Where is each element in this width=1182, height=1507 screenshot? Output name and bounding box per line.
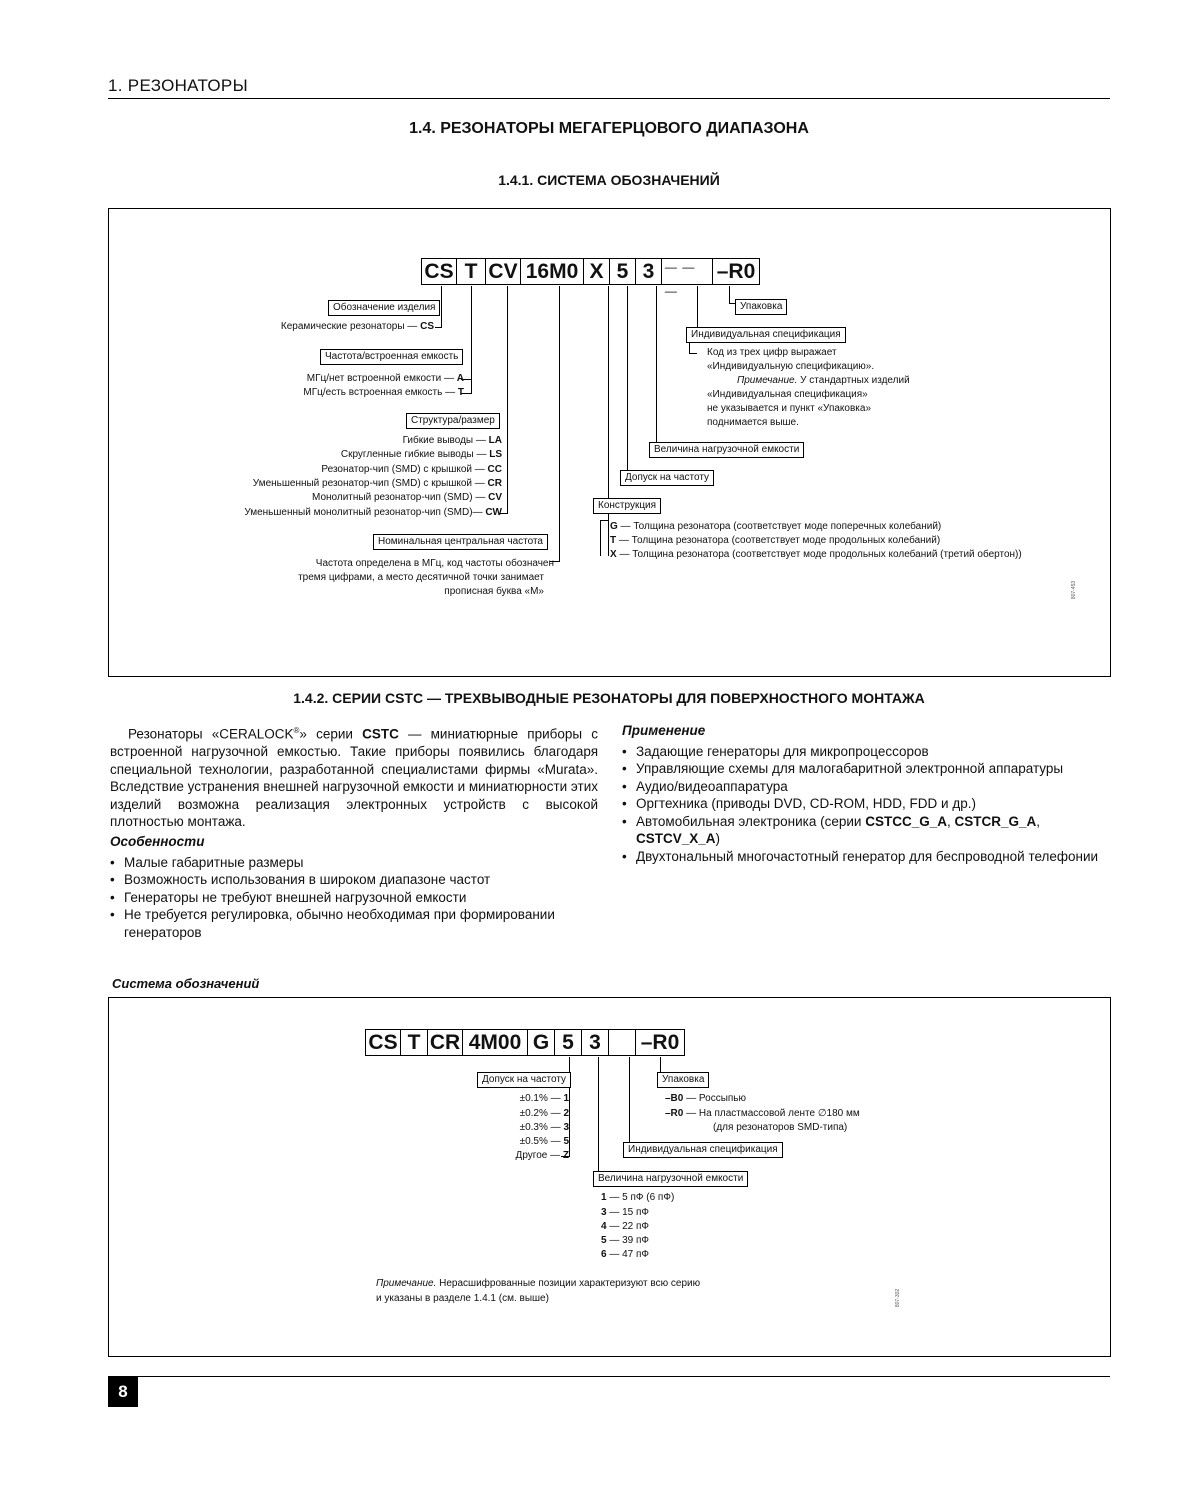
load-item: 5 — 39 пФ [601, 1235, 650, 1246]
struct-item: Монолитный резонатор-чип (SMD) — CV [312, 492, 502, 503]
subsection-title-1: 1.4.1. СИСТЕМА ОБОЗНАЧЕНИЙ [498, 172, 720, 188]
code-cell: T [456, 258, 486, 285]
tol-item: ±0.3% — 3 [519, 1122, 569, 1133]
freq-item: МГц/есть встроенная емкость — T [303, 387, 464, 398]
code-cell: 3 [635, 258, 662, 285]
load-item: 6 — 47 пФ [601, 1249, 650, 1260]
code-cell: 4M00 [462, 1029, 528, 1056]
tol-item: ±0.2% — 2 [519, 1108, 569, 1119]
code-cell: CV [485, 258, 521, 285]
spec-label: Индивидуальная спецификация [623, 1142, 783, 1158]
code-cell: –R0 [712, 258, 760, 285]
pack-item: –R0 — На пластмассовой ленте ∅180 мм [665, 1108, 860, 1119]
list-item: • Малые габаритные размеры [110, 854, 598, 872]
load-label: Величина нагрузочной емкости [593, 1171, 748, 1187]
top-rule [108, 98, 1110, 99]
figure-id: 807-453 [1071, 580, 1078, 600]
tol-item: ±0.5% — 5 [519, 1136, 569, 1147]
page-number: 8 [108, 1377, 138, 1407]
freq-label: Частота/встроенная емкость [320, 349, 463, 365]
struct-item: Резонатор-чип (SMD) с крышкой — CC [321, 464, 502, 475]
intro-paragraph: Резонаторы «CERALOCK®» серии CSTC — миниатюрные приборы с встроенной нагрузочной емкостью. Такие приборы появились благодаря специальной технологии, разработанной специалистами фирмы «Murata». Вследствие устранения внешней нагрузочной емкости и миниатюрности этих изделий возможна реализация электронных устройств с высокой плотностью монтажа. [110, 726, 598, 829]
constr-item: G — Толщина резонатора (соответствует моде поперечных колебаний) [610, 521, 942, 532]
code-cell: CR [427, 1029, 463, 1056]
nominal-desc: Частота определена в МГц, код частоты обозначен [315, 558, 554, 569]
code-cell: –R0 [635, 1029, 685, 1056]
tol-item: ±0.1% — 1 [519, 1093, 569, 1104]
subsection-title-2: 1.4.2. СЕРИИ CSTC — ТРЕХВЫВОДНЫЕ РЕЗОНАТОРЫ ДЛЯ ПОВЕРХНОСТНОГО МОНТАЖА [293, 690, 925, 706]
section-title: 1.4. РЕЗОНАТОРЫ МЕГАГЕРЦОВОГО ДИАПАЗОНА [409, 120, 809, 137]
code-cell: _ _ _ [661, 258, 713, 285]
tol-label: Допуск на частоту [477, 1072, 571, 1088]
features-block [110, 833, 598, 941]
pack-note: (для резонаторов SMD-типа) [713, 1122, 848, 1133]
list-item: • Генераторы не требуют внешней нагрузочной емкости [110, 889, 598, 907]
part-code-2 [365, 1029, 684, 1056]
list-item: • Задающие генераторы для микропроцессоров [622, 743, 1100, 761]
pack-label: Упаковка [735, 299, 787, 315]
load-label: Величина нагрузочной емкости [649, 442, 804, 458]
spec-desc: «Индивидуальную спецификацию». [707, 361, 875, 372]
diagram2-note: и указаны в разделе 1.4.1 (см. выше) [376, 1293, 549, 1304]
designation-diagram-2 [108, 997, 1111, 1357]
product-label: Обозначение изделия [328, 300, 440, 316]
constr-item: T — Толщина резонатора (соответствует моде продольных колебаний) [610, 535, 941, 546]
code-cell [608, 1029, 636, 1056]
freq-item: МГц/нет встроенной емкости — A [306, 373, 464, 384]
part-code-1 [421, 247, 759, 295]
struct-item: Гибкие выводы — LA [402, 435, 502, 446]
nominal-desc: тремя цифрами, а место десятичной точки занимает [298, 572, 544, 583]
applications-block [622, 722, 1110, 865]
code-cell: 5 [554, 1029, 582, 1056]
spec-desc: поднимается выше. [707, 417, 799, 428]
list-item: • Не требуется регулировка, обычно необходимая при формировании генераторов [110, 906, 598, 941]
load-item: 1 — 5 пФ (6 пФ) [601, 1192, 675, 1203]
applications-title: Применение [622, 723, 706, 738]
nominal-label: Номинальная центральная частота [373, 534, 548, 550]
spec-label: Индивидуальная спецификация [686, 327, 846, 343]
list-item: • Возможность использования в широком диапазоне частот [110, 871, 598, 889]
constr-label: Конструкция [593, 498, 661, 514]
tol-label: Допуск на частоту [620, 470, 714, 486]
code-cell: 16M0 [520, 258, 584, 285]
struct-item: Скругленные гибкие выводы — LS [340, 449, 502, 460]
code-cell: X [583, 258, 610, 285]
list-item: • Автомобильная электроника (серии CSTCC_G_A, CSTCR_G_A, CSTCV_X_A) [622, 813, 1100, 848]
struct-item: Уменьшенный резонатор-чип (SMD) с крышкой — CR [252, 478, 502, 489]
pack-item: –B0 — Россыпью [665, 1093, 747, 1104]
diagram2-caption: Система обозначений [112, 976, 260, 991]
bottom-rule [108, 1376, 1110, 1377]
code-cell: CS [421, 258, 457, 285]
list-item: • Двухтональный многочастотный генератор для беспроводной телефонии [622, 848, 1100, 866]
constr-item: X — Толщина резонатора (соответствует моде продольных колебаний (третий обертон)) [610, 549, 1022, 560]
struct-label: Структура/размер [406, 413, 500, 429]
spec-desc: Код из трех цифр выражает [707, 347, 837, 358]
code-cell: CS [365, 1029, 401, 1056]
chapter-header: 1. РЕЗОНАТОРЫ [108, 76, 248, 95]
load-item: 3 — 15 пФ [601, 1207, 650, 1218]
code-cell: 3 [581, 1029, 609, 1056]
list-item: • Аудио/видеоаппаратура [622, 778, 1100, 796]
code-cell: G [527, 1029, 555, 1056]
list-item: • Управляющие схемы для малогабаритной электронной аппаратуры [622, 760, 1100, 778]
features-title: Особенности [110, 834, 205, 849]
designation-diagram-1 [108, 208, 1111, 677]
spec-desc: не указывается и пункт «Упаковка» [707, 403, 871, 414]
diagram2-note: Примечание. Нерасшифрованные позиции характеризуют всю серию [376, 1278, 701, 1289]
tol-item: Другое — Z [515, 1150, 569, 1161]
spec-note: Примечание. У стандартных изделий [737, 375, 910, 386]
load-item: 4 — 22 пФ [601, 1221, 650, 1232]
product-item: Керамические резонаторы — CS [280, 321, 434, 332]
pack-label: Упаковка [657, 1072, 709, 1088]
code-cell: T [400, 1029, 428, 1056]
code-cell: 5 [609, 258, 636, 285]
list-item: • Оргтехника (приводы DVD, CD-ROM, HDD, FDD и др.) [622, 795, 1100, 813]
nominal-desc: прописная буква «М» [444, 586, 544, 597]
struct-item: Уменьшенный монолитный резонатор-чип (SMD)— CW [244, 507, 502, 518]
spec-desc: «Индивидуальная спецификация» [707, 389, 868, 400]
figure-id: 807-302 [895, 1288, 902, 1308]
